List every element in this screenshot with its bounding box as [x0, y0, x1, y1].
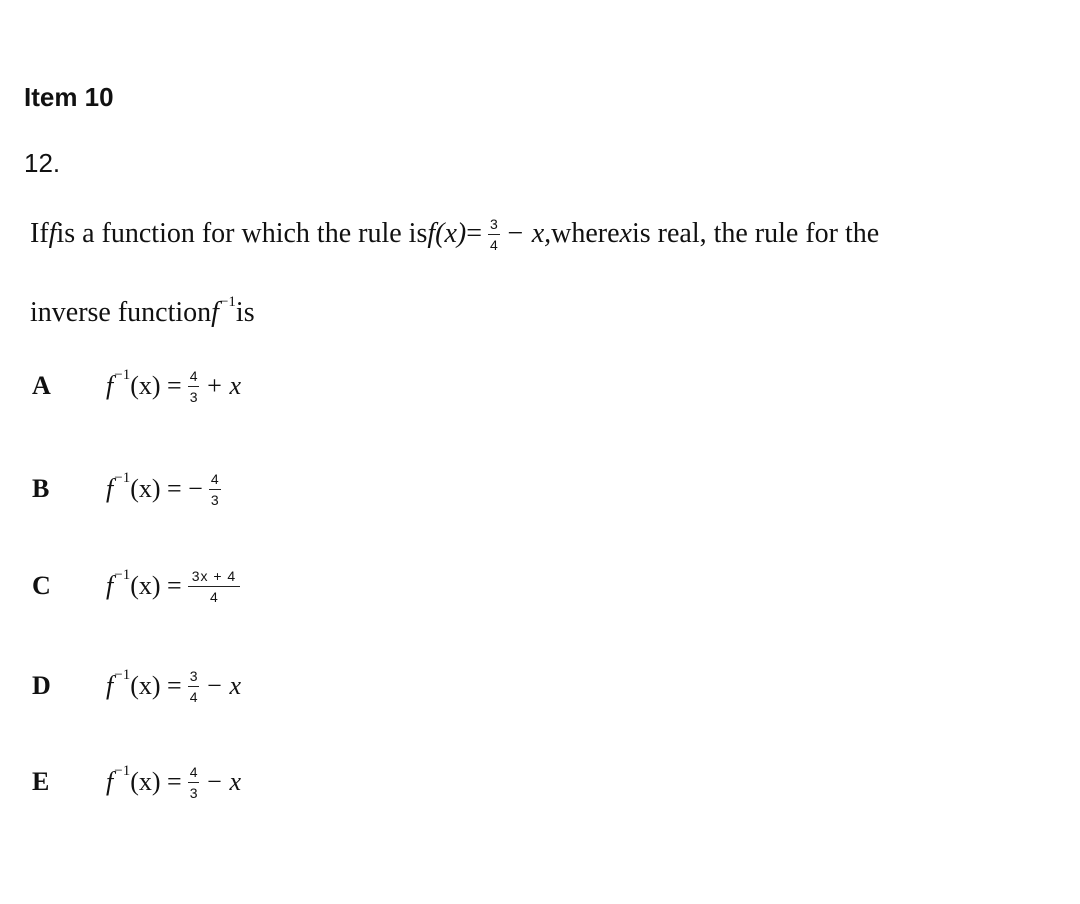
option-fraction	[188, 368, 200, 405]
option-function: f	[106, 571, 114, 600]
option-superscript: −1	[114, 469, 131, 486]
option-e[interactable]	[32, 752, 241, 812]
option-letter: C	[32, 571, 51, 600]
fraction-denominator: 3	[189, 388, 198, 405]
option-letter: A	[32, 371, 51, 400]
option-function: f	[106, 474, 114, 503]
question-text-inverse: inverse function	[30, 297, 212, 328]
option-b[interactable]	[32, 459, 227, 519]
option-superscript: −1	[114, 566, 131, 583]
option-superscript: −1	[114, 762, 131, 779]
option-function: f	[106, 371, 114, 400]
option-argument: (x) =	[130, 371, 182, 400]
fraction-bar	[188, 782, 200, 783]
option-function: f	[106, 671, 114, 700]
option-fraction	[209, 471, 221, 508]
option-superscript: −1	[114, 666, 131, 683]
fraction-bar	[209, 489, 221, 490]
option-letter: E	[32, 767, 50, 796]
question-text-end: is real, the rule for the	[631, 218, 880, 249]
fraction-denominator: 4	[490, 236, 498, 253]
fraction-numerator: 3x + 4	[191, 567, 237, 584]
option-a[interactable]	[32, 356, 241, 416]
option-fraction	[188, 668, 200, 705]
option-argument: (x) = −	[130, 474, 203, 503]
question-text-is: is	[235, 297, 255, 328]
option-fraction	[188, 568, 241, 605]
question-text-mid: is a function for which the rule is	[56, 218, 428, 249]
function-symbol: f	[48, 218, 57, 249]
option-argument: (x) =	[130, 571, 182, 600]
fraction-denominator: 4	[189, 688, 198, 705]
option-letter: B	[32, 474, 50, 503]
fraction-numerator: 4	[189, 763, 198, 780]
question-text-prefix: If	[30, 218, 49, 249]
variable-x: x	[619, 218, 632, 249]
option-c[interactable]	[32, 556, 246, 616]
option-argument: (x) =	[130, 767, 182, 796]
option-d[interactable]	[32, 656, 241, 716]
fraction-numerator: 3	[490, 215, 498, 232]
fraction-numerator: 3	[189, 667, 198, 684]
question-number: 12.	[24, 148, 61, 178]
fraction-bar	[188, 686, 200, 687]
option-tail: + x	[205, 371, 242, 400]
function-notation: f(x)	[427, 218, 467, 249]
item-heading: Item 10	[24, 82, 114, 112]
fraction-numerator: 4	[189, 367, 198, 384]
equals-sign: =	[466, 218, 482, 249]
option-superscript: −1	[114, 366, 131, 383]
option-tail: − x	[205, 767, 242, 796]
option-letter: D	[32, 671, 51, 700]
question-line-2	[30, 290, 255, 336]
question-line-1	[30, 206, 879, 262]
option-fraction	[188, 764, 200, 801]
question-text-where: where	[551, 218, 620, 249]
fraction-numerator: 4	[210, 470, 219, 487]
fraction-bar	[188, 386, 200, 387]
option-tail: − x	[205, 671, 242, 700]
fraction-denominator: 4	[210, 588, 218, 605]
option-argument: (x) =	[130, 671, 182, 700]
fraction-denominator: 3	[210, 491, 219, 508]
option-function: f	[106, 767, 114, 796]
fraction	[488, 216, 500, 253]
fraction-denominator: 3	[189, 784, 198, 801]
fraction-bar	[188, 586, 241, 587]
minus-x-term: − x,	[505, 218, 552, 249]
fraction-bar	[488, 234, 500, 235]
inverse-function-symbol: f	[211, 297, 219, 328]
inverse-superscript: −1	[219, 293, 236, 310]
